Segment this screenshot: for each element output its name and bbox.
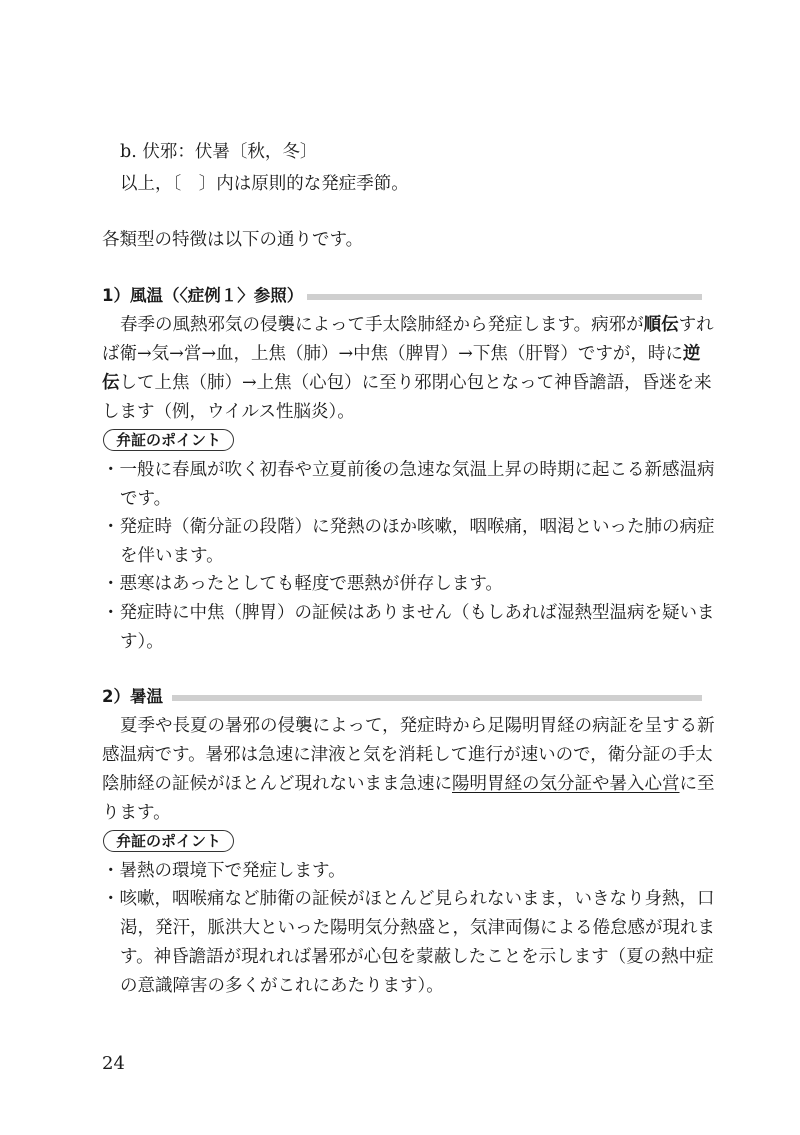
emphasis-gyaku: 逆 (682, 344, 701, 364)
section-1-bullet-1-line-2: です。 (120, 489, 172, 509)
section-1-heading-bar (302, 294, 702, 300)
page-number: 24 (102, 1053, 125, 1074)
emphasis-junden: 順伝 (643, 315, 679, 335)
section-1-bullet-3-line-1: ・悪寒はあったとしても軽度で悪熱が併存します。 (102, 574, 503, 594)
section-1-heading (102, 284, 702, 308)
text-run: して上焦（肺）→上焦（心包）に至り邪閉心包となって神昏譫語，昏迷を来 (119, 373, 712, 393)
text-run: 春季の風熱邪気の侵襲によって手太陰肺経から発症します。病邪が (120, 315, 644, 335)
section-2-bullet-1-line-1: ・暑熱の環境下で発症します。 (102, 861, 346, 881)
section-1-title: 1）風温（〈症例１〉参照） (102, 284, 307, 308)
text-run: すれ (678, 315, 714, 335)
section-1-bullet-1-line-1: ・一般に春風が吹く初春や立夏前後の急速な気温上昇の時期に起こる新感温病 (102, 460, 715, 480)
intro-line-1: b. 伏邪：伏暑〔秋，冬〕 (120, 142, 318, 162)
text-run: 陰肺経の証候がほとんど現れないまま急速に (102, 774, 452, 794)
section-1-bullet-4-line-2: す）。 (120, 632, 164, 652)
section-2-bullet-2-line-4: の意識障害の多くがこれにあたります）。 (120, 976, 444, 996)
underlined-text: 陽明胃経の気分証や暑入心営 (452, 774, 680, 794)
section-2-paragraph-line-2: 感温病です。暑邪は急速に津液と気を消耗して進行が速いので，衛分証の手太 (102, 745, 713, 765)
section-2-heading-bar (172, 695, 702, 701)
section-2-paragraph-line-1: 夏季や長夏の暑邪の侵襲によって，発症時から足陽明胃経の病証を呈する新 (120, 716, 715, 736)
section-1-bullet-4-line-1: ・発症時に中焦（脾胃）の証候はありません（もしあれば湿熱型温病を疑いま (102, 603, 715, 623)
section-1-bullet-2-line-2: を伴います。 (120, 546, 224, 566)
section-1-paragraph-line-4: します（例，ウイルス性脳炎）。 (102, 402, 355, 422)
emphasis-den: 伝 (102, 373, 120, 393)
section-2-point-badge: 弁証のポイント (103, 830, 234, 852)
section-1-paragraph-line-2 (102, 342, 700, 366)
text-run: ば衛→気→営→血，上焦（肺）→中焦（脾胃）→下焦（肝腎）ですが，時に (102, 344, 683, 364)
section-2-bullet-2-line-1: ・咳嗽，咽喉痛など肺衛の証候がほとんど見られないまま，いきなり身熱，口 (102, 889, 715, 909)
section-1-paragraph-line-3 (102, 371, 712, 395)
intro-line-2: 以上，〔 〕内は原則的な発症季節。 (120, 174, 409, 194)
section-2-bullet-2-line-2: 渇，発汗，脈洪大といった陽明気分熱盛と，気津両傷による倦怠感が現れま (120, 918, 715, 938)
section-2-paragraph-line-4: ります。 (102, 803, 171, 823)
section-1-bullet-2-line-1: ・発症時（衛分証の段階）に発熱のほか咳嗽，咽喉痛，咽渇といった肺の病症 (102, 517, 715, 537)
section-2-title: 2）暑温 (102, 685, 167, 709)
section-2-paragraph-line-3 (102, 772, 715, 796)
text-run: に至 (679, 774, 715, 794)
section-2-heading (102, 685, 702, 709)
section-1-paragraph-line-1 (120, 313, 714, 337)
section-1-point-badge: 弁証のポイント (103, 429, 234, 451)
section-2-bullet-2-line-3: す。神昏譫語が現れれば暑邪が心包を蒙蔽したことを示します（夏の熱中症 (120, 947, 714, 967)
intro-line-3: 各類型の特徴は以下の通りです。 (102, 230, 364, 250)
